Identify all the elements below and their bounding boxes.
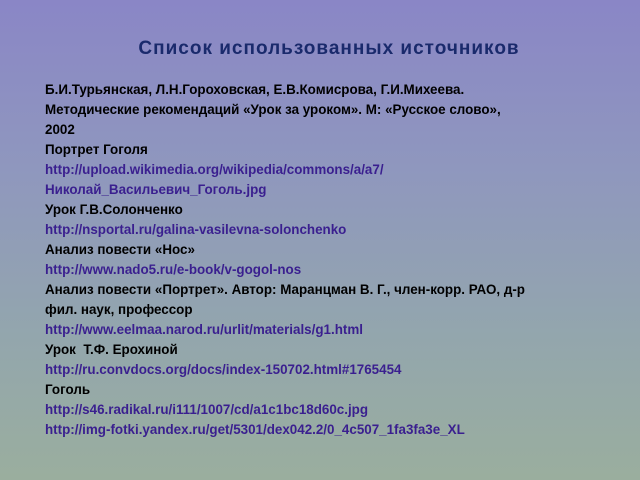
source-text: Анализ повести «Портрет». Автор: Маранцман В. Г., член-корр. РАО, д-р [45, 282, 525, 297]
slide-title: Список использованных источников [138, 38, 520, 59]
source-entry [45, 280, 625, 340]
source-link[interactable]: http://nsportal.ru/galina-vasilevna-solonchenko [45, 222, 347, 237]
source-text: Урок Т.Ф. Ерохиной [45, 342, 178, 357]
source-entry [45, 80, 625, 140]
source-link[interactable]: http://img-fotki.yandex.ru/get/5301/dex042.2/0_4c507_1fa3fa3e_XL [45, 422, 465, 437]
source-text: Б.И.Турьянская, Л.Н.Гороховская, Е.В.Комисрова, Г.И.Михеева. [45, 82, 465, 97]
source-entry [45, 340, 625, 380]
source-link[interactable]: Николай_Васильевич_Гоголь.jpg [45, 182, 267, 197]
source-text: Портрет Гоголя [45, 142, 148, 157]
source-link[interactable]: http://ru.convdocs.org/docs/index-150702.html#1765454 [45, 362, 402, 377]
source-entry [45, 380, 625, 440]
source-text: Гоголь [45, 382, 91, 397]
source-entry [45, 240, 625, 280]
sources-list [45, 80, 625, 440]
source-entry [45, 200, 625, 240]
source-entry [45, 140, 625, 200]
source-text: фил. наук, профессор [45, 302, 193, 317]
source-link[interactable]: http://s46.radikal.ru/i111/1007/cd/a1c1bc18d60c.jpg [45, 402, 369, 417]
source-link[interactable]: http://upload.wikimedia.org/wikipedia/commons/a/a7/ [45, 162, 384, 177]
source-text: 2002 [45, 122, 75, 137]
source-link[interactable]: http://www.nado5.ru/e-book/v-gogol-nos [45, 262, 302, 277]
source-text: Методические рекомендаций «Урок за уроком». М: «Русское слово», [45, 102, 501, 117]
source-text: Анализ повести «Нос» [45, 242, 195, 257]
source-text: Урок Г.В.Солонченко [45, 202, 183, 217]
source-link[interactable]: http://www.eelmaa.narod.ru/urlit/materials/g1.html [45, 322, 363, 337]
